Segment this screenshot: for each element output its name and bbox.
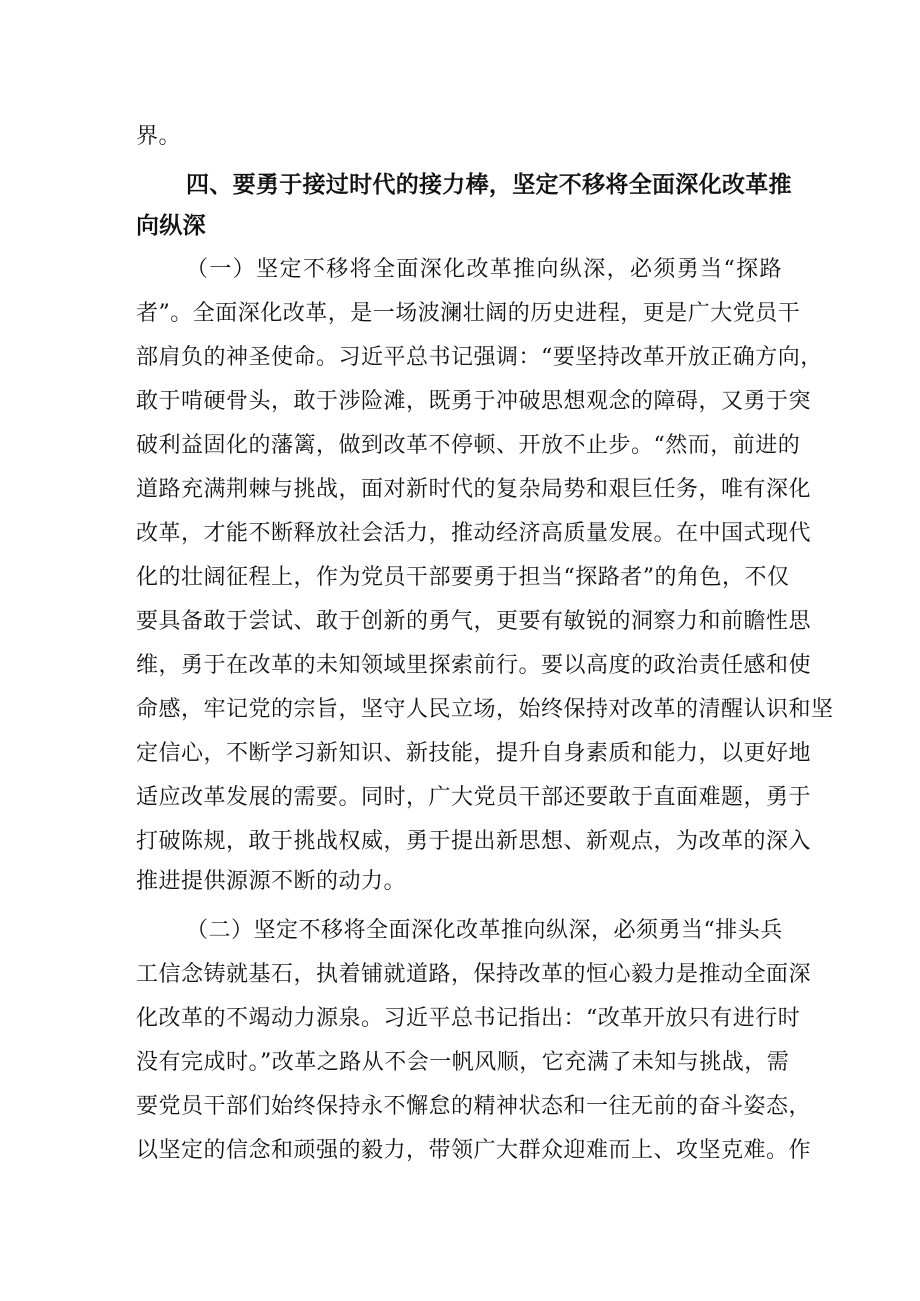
paragraph-2-line: 要党员干部们始终保持永不懈怠的精神状态和一往无前的奋斗姿态， — [136, 1094, 812, 1119]
paragraph-1-line: 者”。全面深化改革，是一场波澜壮阔的历史进程，更是广大党员干 — [136, 301, 801, 326]
paragraph-2-line: 工信念铸就基石，执着铺就道路，保持改革的恒心毅力是推动全面深 — [136, 962, 812, 987]
paragraph-1-line: 推进提供源源不断的动力。 — [136, 869, 407, 894]
paragraph-1-line: 化的壮阔征程上，作为党员干部要勇于担当“探路者”的角色，不仅 — [136, 565, 790, 590]
carry-over-text: 界。 — [136, 124, 182, 149]
section-heading-line-2: 向纵深 — [136, 213, 206, 239]
paragraph-2-line: 没有完成时。”改革之路从不会一帆风顺，它充满了未知与挑战，需 — [136, 1050, 790, 1075]
section-heading-line-1: 四、要勇于接过时代的接力棒，坚定不移将全面深化改革推 — [186, 172, 792, 198]
paragraph-2-line: （二）坚定不移将全面深化改革推向纵深，必须勇当“排头兵 — [186, 918, 783, 943]
paragraph-2-line: 化改革的不竭动力源泉。习近平总书记指出：“改革开放只有进行时 — [136, 1006, 801, 1031]
paragraph-1-line: 部肩负的神圣使命。习近平总书记强调：“要坚持改革开放正确方向， — [136, 345, 823, 370]
paragraph-1-line: 维，勇于在改革的未知领域里探索前行。要以高度的政治责任感和使 — [136, 653, 812, 678]
paragraph-1-line: 改革，才能不断释放社会活力，推动经济高质量发展。在中国式现代 — [136, 521, 812, 546]
paragraph-1-line: 道路充满荆棘与挑战，面对新时代的复杂局势和艰巨任务，唯有深化 — [136, 477, 812, 502]
paragraph-1-line: （一）坚定不移将全面深化改革推向纵深，必须勇当“探路 — [186, 257, 782, 282]
paragraph-1-line: 命感，牢记党的宗旨，坚守人民立场，始终保持对改革的清醒认识和坚 — [136, 697, 834, 722]
paragraph-2-line: 以坚定的信念和顽强的毅力，带领广大群众迎难而上、攻坚克难。作 — [136, 1138, 812, 1163]
paragraph-1-line: 破利益固化的藩篱，做到改革不停顿、开放不止步。“然而，前进的 — [136, 433, 801, 458]
paragraph-1-line: 适应改革发展的需要。同时，广大党员干部还要敢于直面难题，勇于 — [136, 785, 812, 810]
paragraph-1-line: 要具备敢于尝试、敢于创新的勇气，更要有敏锐的洞察力和前瞻性思 — [136, 609, 812, 634]
paragraph-1-line: 敢于啃硬骨头，敢于涉险滩，既勇于冲破思想观念的障碍，又勇于突 — [136, 389, 812, 414]
paragraph-1-line: 定信心，不断学习新知识、新技能，提升自身素质和能力，以更好地 — [136, 741, 812, 766]
paragraph-1-line: 打破陈规，敢于挑战权威，勇于提出新思想、新观点，为改革的深入 — [136, 829, 812, 854]
